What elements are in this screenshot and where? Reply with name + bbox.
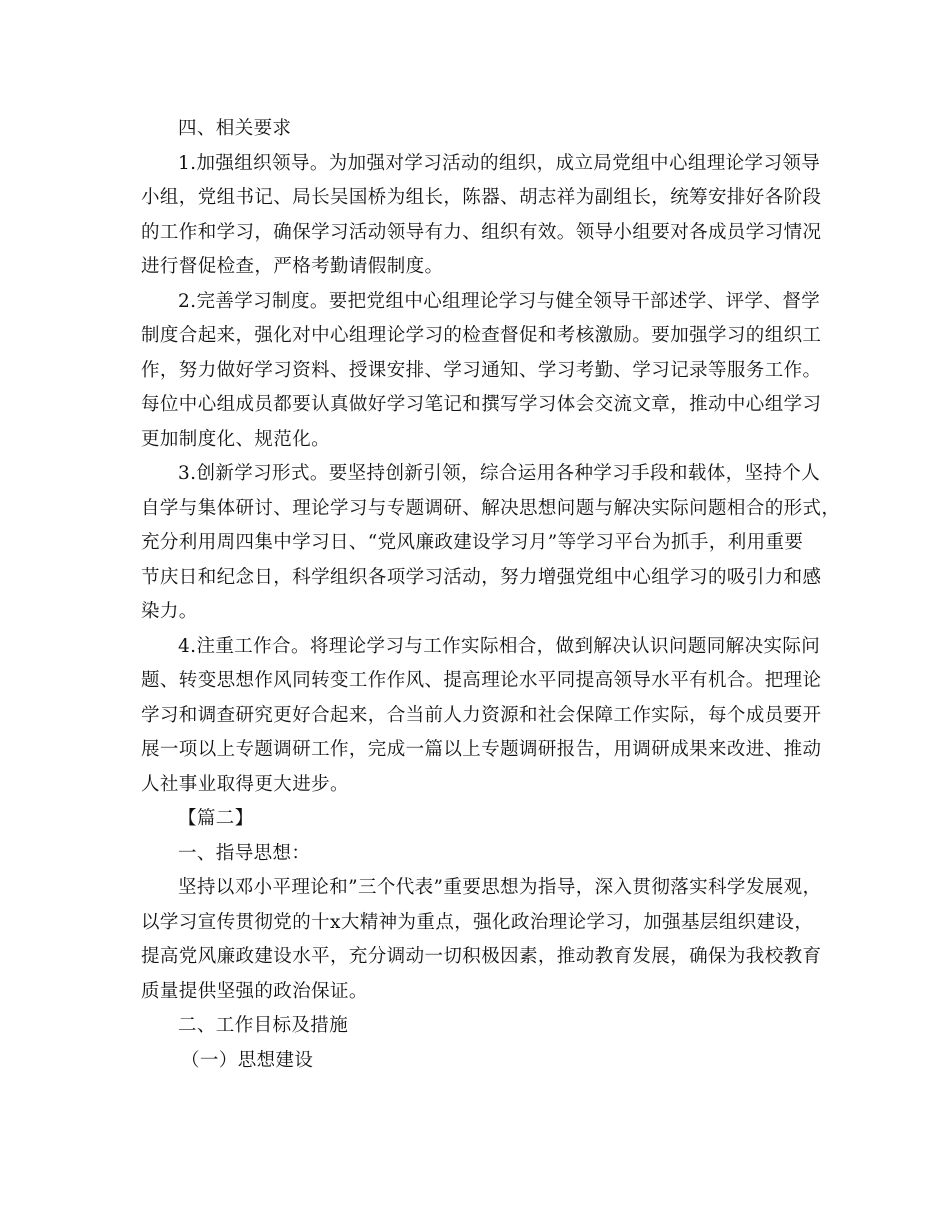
paragraph-line: 3.创新学习形式。要坚持创新引领，综合运用各种学习手段和载体，坚持个人 <box>178 463 821 484</box>
section-heading-goals-measures: 二、工作目标及措施 <box>178 1015 349 1036</box>
paragraph-line: 学习和调查研究更好合起来，合当前人力资源和社会保障工作实际，每个成员要开 <box>141 704 822 726</box>
paragraph-line: 人社事业取得更大进步。 <box>141 773 349 795</box>
paragraph-line: 染力。 <box>141 601 198 622</box>
paragraph-line: 坚持以邓小平理论和”三个代表”重要思想为指导，深入贯彻落实科学发展观， <box>178 877 822 898</box>
section-heading-part-two: 【篇二】 <box>178 808 254 829</box>
paragraph-line: 题、转变思想作风同转变工作作风、提高理论水平同提高领导水平有机合。把理论 <box>141 670 822 691</box>
paragraph-line: 提高党风廉政建设水平，充分调动一切积极因素，推动教育发展，确保为我校教育 <box>141 946 822 967</box>
paragraph-line: 充分利用周四集中学习日、“党风廉政建设学习月”等学习平台为抓手，利用重要 <box>141 532 804 553</box>
section-heading-requirements: 四、相关要求 <box>178 118 292 139</box>
paragraph-line: 质量提供坚强的政治保证。 <box>141 980 368 1002</box>
paragraph-line: 自学与集体研讨、理论学习与专题调研、解决思想问题与解决实际问题相合的形式， <box>141 497 841 519</box>
paragraph-line: 进行督促检查，严格考勤请假制度。 <box>141 256 444 277</box>
paragraph-line: 每位中心组成员都要认真做好学习笔记和撰写学习体会交流文章，推动中心组学习 <box>141 394 822 415</box>
paragraph-line: 制度合起来，强化对中心组理论学习的检查督促和考核激励。要加强学习的组织工 <box>141 325 822 346</box>
paragraph-line: 小组，党组书记、局长吴国桥为组长，陈器、胡志祥为副组长，统筹安排好各阶段 <box>141 187 822 208</box>
document-body <box>141 112 841 1078</box>
paragraph-line: 2.完善学习制度。要把党组中心组理论学习与健全领导干部述学、评学、督学 <box>178 290 821 312</box>
paragraph-line: 的工作和学习，确保学习活动领导有力、组织有效。领导小组要对各成员学习情况 <box>141 221 822 243</box>
paragraph-line: 展一项以上专题调研工作，完成一篇以上专题调研报告，用调研成果来改进、推动 <box>141 739 822 760</box>
paragraph-line: 作，努力做好学习资料、授课安排、学习通知、学习考勤、学习记录等服务工作。 <box>141 359 822 381</box>
section-heading-guiding-thought: 一、指导思想： <box>178 842 311 864</box>
paragraph-line: 更加制度化、规范化。 <box>141 428 331 450</box>
paragraph-line: 节庆日和纪念日，科学组织各项学习活动，努力增强党组中心组学习的吸引力和感 <box>141 566 822 588</box>
paragraph-line: 以学习宣传贯彻党的十x大精神为重点，强化政治理论学习，加强基层组织建设， <box>141 911 814 933</box>
subsection-heading-ideology: （一）思想建设 <box>181 1049 314 1071</box>
paragraph-line: 1.加强组织领导。为加强对学习活动的组织，成立局党组中心组理论学习领导 <box>178 152 821 174</box>
paragraph-line: 4.注重工作合。将理论学习与工作实际相合，做到解决认识问题同解决实际问 <box>178 635 821 657</box>
